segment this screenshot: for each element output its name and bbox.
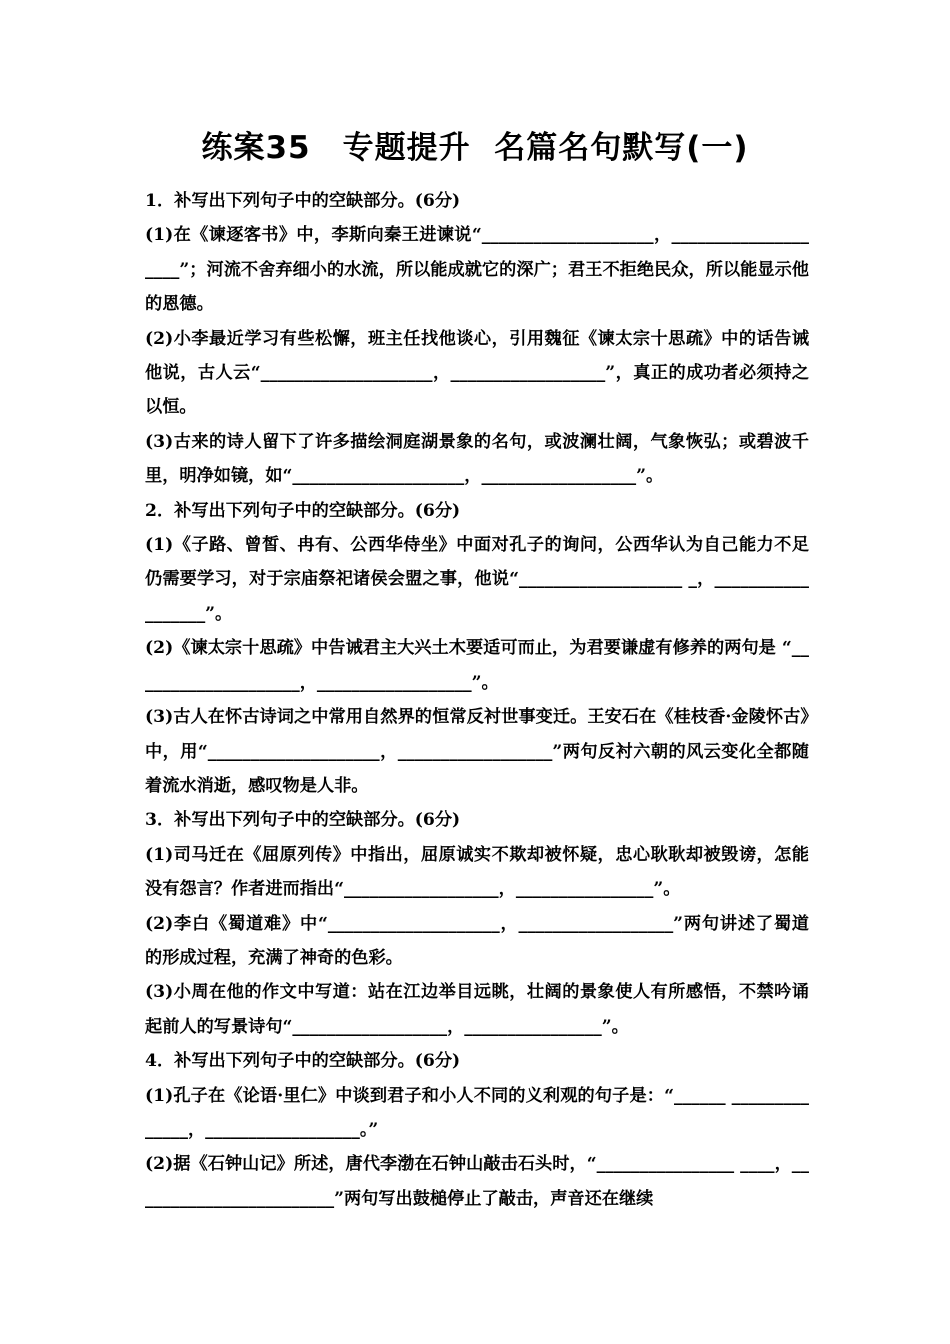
question-1-item-1: (1)在《谏逐客书》中，李斯向秦王进谏说“____________________，____________________”；河流不舍弃细小的水流，所以能成就它的深广；君王不拒绝民众，所以能显示他的恩德。 [145, 225, 809, 315]
document-body [145, 184, 809, 1216]
question-3-heading: 3．补写出下列句子中的空缺部分。(6分) [145, 810, 461, 831]
page-title: 练案35 专题提升 名篇名句默写(一) [201, 130, 749, 166]
question-1-heading: 1．补写出下列句子中的空缺部分。(6分) [145, 191, 461, 211]
question-2-heading: 2．补写出下列句子中的空缺部分。(6分) [145, 500, 461, 521]
question-4-item-2: (2)据《石钟山记》所述，唐代李渤在石钟山敲击石头时，“________________ ____，________________________”两句写出鼓槌停止了敲击，声音还在继续 [145, 1154, 809, 1209]
question-3-item-2: (2)李白《蜀道难》中“____________________，__________________”两句讲述了蜀道的形成过程，充满了神奇的色彩。 [145, 913, 809, 968]
question-4-item-1: (1)孔子在《论语·里仁》中谈到君子和小人不同的义利观的句子是：“______ ______________，__________________。” [145, 1085, 809, 1140]
question-2-item-1: (1)《子路、曾皙、冉有、公西华侍坐》中面对孔子的询问，公西华认为自己能力不足仍需要学习，对于宗庙祭祀诸侯会盟之事，他说“___________________ _，__________________”。 [145, 535, 809, 624]
question-2-item-2: (2)《谏太宗十思疏》中告诫君主大兴土木要适可而止，为君要谦虚有修养的两句是 “____________________，__________________”。 [145, 638, 809, 693]
question-1-item-3: (3)古来的诗人留下了许多描绘洞庭湖景象的名句，或波澜壮阔，气象恢弘；或碧波千里，明净如镜，如“____________________，__________________”。 [145, 431, 809, 487]
question-3-item-1: (1)司马迁在《屈原列传》中指出，屈原诚实不欺却被怀疑，忠心耿耿却被毁谤，怎能没有怨言？作者进而指出“__________________，________________”。 [145, 844, 809, 900]
question-4-heading: 4．补写出下列句子中的空缺部分。(6分) [145, 1051, 461, 1072]
question-1-item-2: (2)小李最近学习有些松懈，班主任找他谈心，引用魏征《谏太宗十思疏》中的话告诫他说，古人云“____________________，__________________”，真正的成功者必须持之以恒。 [145, 328, 809, 418]
question-2-item-3: (3)古人在怀古诗词之中常用自然界的恒常反衬世事变迁。王安石在《桂枝香·金陵怀古》中，用“____________________，__________________”两句反衬六朝的风云变化全都随着流水消逝，感叹物是人非。 [145, 707, 809, 796]
question-3-item-3: (3)小周在他的作文中写道：站在江边举目远眺，壮阔的景象使人有所感悟，不禁吟诵起前人的写景诗句“__________________，________________”。 [145, 982, 809, 1037]
